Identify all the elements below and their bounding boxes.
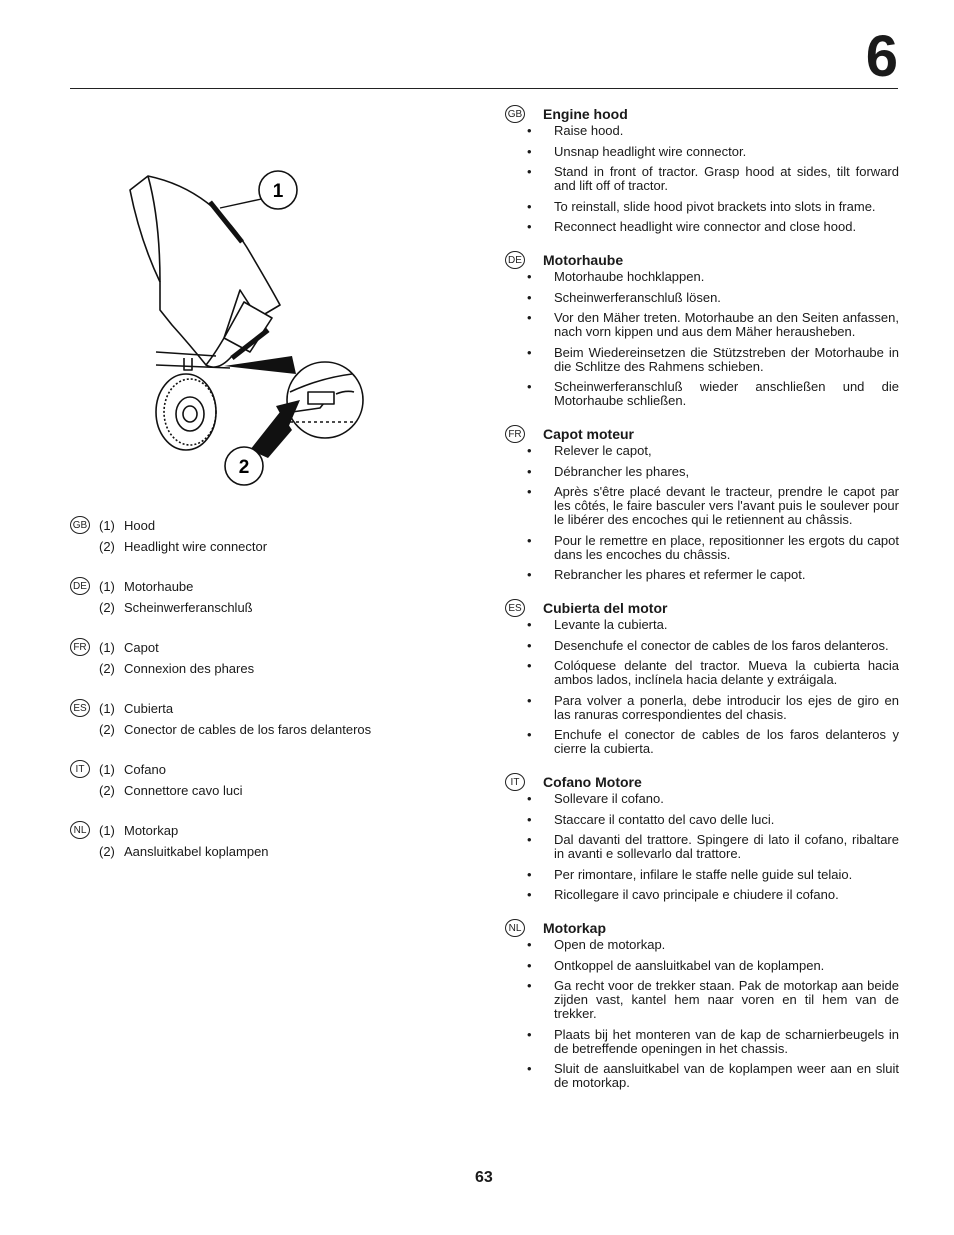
callout-2 [225, 447, 263, 485]
caption-number: (2) [99, 782, 115, 798]
language-badge: ES [70, 699, 90, 717]
bullet-item: • To reinstall, slide hood pivot brackets into slots in frame. [505, 200, 899, 214]
caption-line [70, 780, 460, 800]
bullet-item: • Vor den Mäher treten. Motorhaube an den Seiten anfassen, nach vorn kippen und aus dem Mäher herausheben. [505, 311, 899, 339]
bullet-item: • Colóquese delante del tractor. Mueva la cubierta hacia ambos lados, inclínela hacia delante y extráigala. [505, 659, 899, 687]
caption-number: (2) [99, 599, 115, 615]
bullet-item: • Per rimontare, infilare le staffe nelle guide sul telaio. [505, 868, 899, 882]
caption-line [70, 536, 460, 556]
section-header [505, 598, 899, 618]
bullet-item: • Ricollegare il cavo principale e chiudere il cofano. [505, 888, 899, 902]
caption-number: (2) [99, 660, 115, 676]
bullet-item: • Stand in front of tractor. Grasp hood at sides, tilt forward and lift off of tractor. [505, 165, 899, 193]
callout-2-label: 2 [238, 457, 250, 478]
section-es [505, 598, 899, 756]
caption-number: (2) [99, 721, 115, 737]
caption-group-it [70, 759, 460, 800]
bullet-item: • Beim Wiedereinsetzen die Stützstreben der Motorhaube in die Schlitze des Rahmens schieben. [505, 346, 899, 374]
section-it [505, 772, 899, 902]
bullet-item: • Rebrancher les phares et refermer le capot. [505, 568, 899, 582]
bullet-list [505, 618, 899, 756]
caption-line [70, 576, 460, 596]
caption-text: Connexion des phares [124, 660, 255, 676]
section-title: Capot moteur [543, 426, 634, 442]
badge-slot [70, 760, 99, 778]
hood-diagram [120, 160, 380, 490]
caption-number: (2) [99, 538, 115, 554]
caption-line [70, 637, 460, 657]
bullet-item: • Pour le remettre en place, repositionner les ergots du capot dans les encoches du châssis. [505, 534, 899, 562]
caption-line [70, 597, 460, 617]
bullet-item: • Motorhaube hochklappen. [505, 270, 899, 284]
caption-number: (2) [99, 843, 115, 859]
caption-text: Headlight wire connector [124, 538, 268, 554]
section-de [505, 250, 899, 408]
section-header [505, 104, 899, 124]
bullet-item: • Open de motorkap. [505, 938, 899, 952]
chapter-number: 6 [865, 24, 898, 89]
callout-1 [259, 171, 297, 209]
caption-list [70, 515, 460, 881]
bullet-item: • Reconnect headlight wire connector and close hood. [505, 220, 899, 234]
language-badge: FR [505, 425, 525, 443]
language-badge: NL [70, 821, 90, 839]
callout-1-label: 1 [272, 181, 284, 202]
section-title: Engine hood [543, 106, 628, 122]
language-badge: IT [70, 760, 90, 778]
caption-text: Capot [124, 639, 159, 655]
bullet-item: • Ga recht voor de trekker staan. Pak de motorkap aan beide zijden vast, kantel hem naar voren en til hem van de trekker. [505, 979, 899, 1021]
caption-text: Hood [124, 517, 156, 533]
caption-number: (1) [99, 639, 115, 655]
caption-number: (1) [99, 822, 115, 838]
bullet-item: • Après s'être placé devant le tracteur, prendre le capot par les côtés, le faire basculer vers l'avant puis le soulever pour le libérer des encoches qui le retiennent au châssis. [505, 485, 899, 527]
page-number: 63 [475, 1169, 493, 1186]
instructions-column [505, 104, 899, 1106]
section-title: Motorhaube [543, 252, 624, 268]
header-rule [70, 88, 898, 89]
caption-line [70, 658, 460, 678]
caption-number: (1) [99, 761, 115, 777]
section-header [505, 250, 899, 270]
caption-text: Motorkap [124, 822, 179, 838]
bullet-item: • Sollevare il cofano. [505, 792, 899, 806]
bullet-item: • Staccare il contatto del cavo delle luci. [505, 813, 899, 827]
caption-group-gb [70, 515, 460, 556]
bullet-item: • Plaats bij het monteren van de kap de scharnierbeugels in de betreffende openingen in het chassis. [505, 1028, 899, 1056]
caption-text: Cofano [124, 761, 166, 777]
caption-line [70, 841, 460, 861]
bullet-item: • Ontkoppel de aansluitkabel van de koplampen. [505, 959, 899, 973]
caption-number: (1) [99, 578, 115, 594]
section-header [505, 424, 899, 444]
bullet-item: • Raise hood. [505, 124, 899, 138]
caption-line [70, 719, 460, 739]
caption-group-fr [70, 637, 460, 678]
caption-number: (1) [99, 517, 115, 533]
caption-text: Conector de cables de los faros delanteros [124, 721, 372, 737]
section-header [505, 772, 899, 792]
bullet-item: • Enchufe el conector de cables de los faros delanteros y cierre la cubierta. [505, 728, 899, 756]
section-title: Cofano Motore [543, 774, 642, 790]
language-badge: GB [505, 105, 525, 123]
language-badge: DE [505, 251, 525, 269]
bullet-item: • Levante la cubierta. [505, 618, 899, 632]
caption-group-de [70, 576, 460, 617]
bullet-item: • Unsnap headlight wire connector. [505, 145, 899, 159]
caption-text: Aansluitkabel koplampen [124, 843, 269, 859]
caption-line [70, 759, 460, 779]
badge-slot [70, 821, 99, 839]
section-fr [505, 424, 899, 582]
bullet-item: • Sluit de aansluitkabel van de koplampen weer aan en sluit de motorkap. [505, 1062, 899, 1090]
caption-line [70, 515, 460, 535]
badge-slot [70, 516, 99, 534]
bullet-item: • Dal davanti del trattore. Spingere di lato il cofano, ribaltare in avanti e sollevarlo dal trattore. [505, 833, 899, 861]
badge-slot [70, 638, 99, 656]
badge-slot [70, 577, 99, 595]
language-badge: ES [505, 599, 525, 617]
section-header [505, 918, 899, 938]
language-badge: FR [70, 638, 90, 656]
bullet-item: • Desenchufe el conector de cables de los faros delanteros. [505, 639, 899, 653]
section-gb [505, 104, 899, 234]
language-badge: GB [70, 516, 90, 534]
caption-text: Cubierta [124, 700, 174, 716]
bullet-list [505, 792, 899, 902]
bullet-item: • Scheinwerferanschluß wieder anschließen und die Motorhaube schließen. [505, 380, 899, 408]
caption-group-es [70, 698, 460, 739]
caption-number: (1) [99, 700, 115, 716]
section-nl [505, 918, 899, 1090]
caption-line [70, 820, 460, 840]
bullet-list [505, 124, 899, 234]
caption-text: Connettore cavo luci [124, 782, 243, 798]
hood-illustration [120, 160, 380, 490]
caption-line [70, 698, 460, 718]
language-badge: DE [70, 577, 90, 595]
bullet-item: • Débrancher les phares, [505, 465, 899, 479]
caption-text: Motorhaube [124, 578, 194, 594]
bullet-item: • Relever le capot, [505, 444, 899, 458]
caption-text: Scheinwerferanschluß [124, 599, 253, 615]
bullet-list [505, 270, 899, 408]
section-title: Motorkap [543, 920, 606, 936]
section-title: Cubierta del motor [543, 600, 668, 616]
bullet-item: • Para volver a ponerla, debe introducir los ejes de giro en las ranuras correspondientes del chasis. [505, 694, 899, 722]
bullet-list [505, 444, 899, 582]
bullet-item: • Scheinwerferanschluß lösen. [505, 291, 899, 305]
caption-group-nl [70, 820, 460, 861]
language-badge: NL [505, 919, 525, 937]
badge-slot [70, 699, 99, 717]
language-badge: IT [505, 773, 525, 791]
bullet-list [505, 938, 899, 1090]
